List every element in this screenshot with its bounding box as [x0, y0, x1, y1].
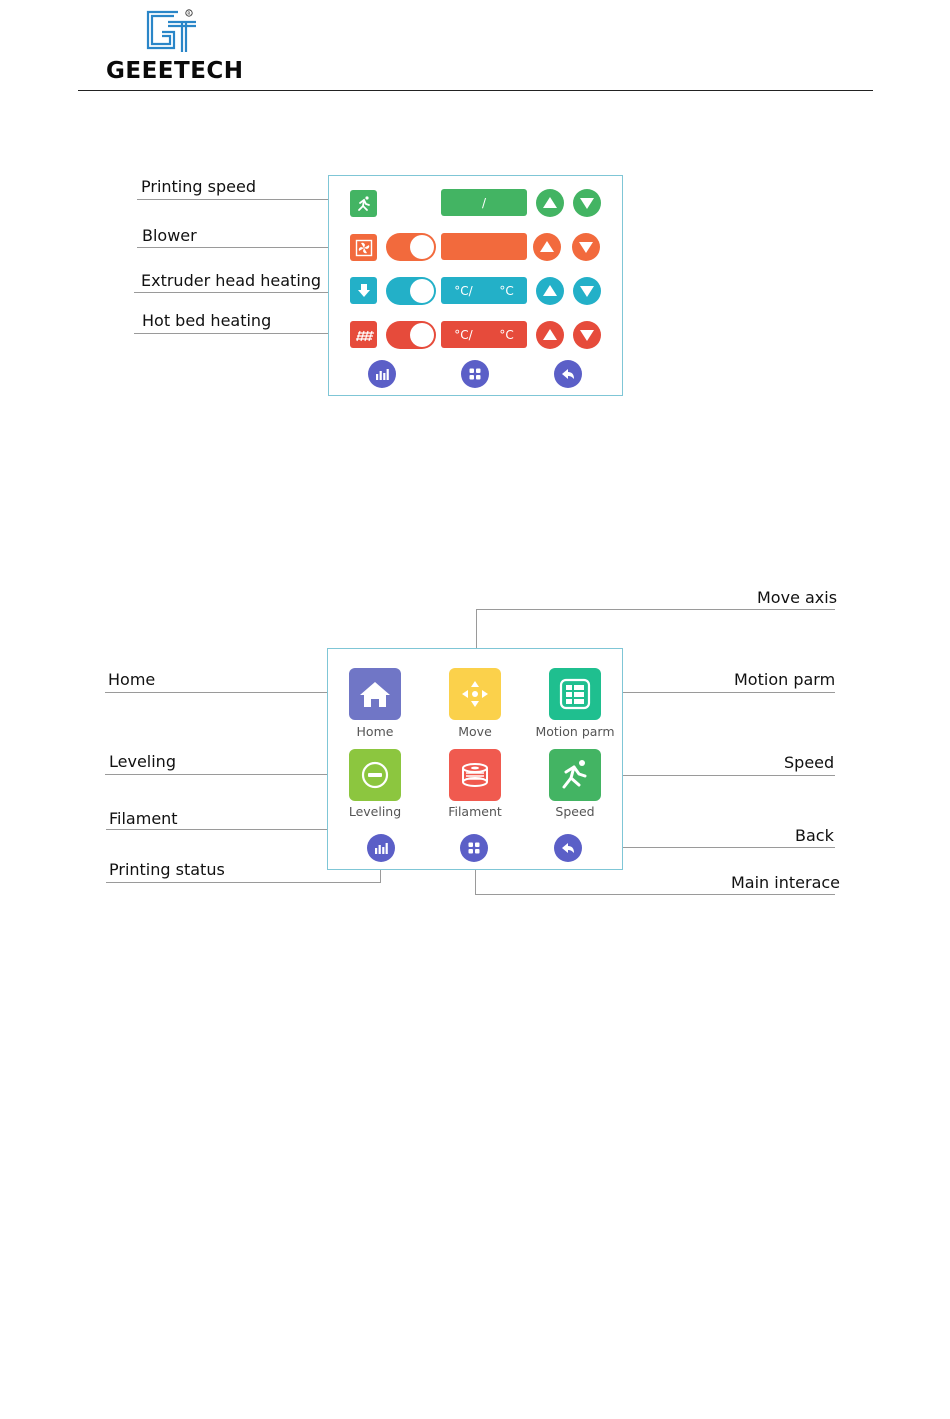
extruder-toggle[interactable] [386, 277, 436, 305]
filament-tile[interactable] [449, 749, 501, 801]
tile-label-move: Move [458, 724, 492, 739]
printing-status-button[interactable] [367, 834, 395, 862]
leader-line [134, 333, 352, 334]
callout-back: Back [795, 826, 834, 845]
arrow-up-icon [536, 277, 564, 305]
hot-bed-icon [350, 321, 377, 348]
leader-line [134, 292, 352, 293]
tile-label-leveling: Leveling [348, 804, 402, 819]
gt-logo-mark-icon [144, 8, 204, 54]
extruder-down-button[interactable] [573, 277, 601, 305]
tile-label-filament: Filament [448, 804, 502, 819]
speed-up-button[interactable] [536, 189, 564, 217]
label-printing-speed: Printing speed [141, 177, 256, 196]
level-icon [358, 758, 392, 792]
leader-line [475, 894, 835, 895]
back-arrow-icon [560, 366, 576, 382]
back-button[interactable] [554, 834, 582, 862]
fan-icon [350, 234, 377, 261]
callout-move-axis: Move axis [757, 588, 838, 607]
label-extruder-heating: Extruder head heating [141, 271, 322, 290]
hot-bed-up-button[interactable] [536, 321, 564, 349]
main-menu-button[interactable] [461, 360, 489, 388]
leader-line [137, 247, 352, 248]
svg-text:R: R [187, 12, 191, 17]
callout-filament: Filament [109, 809, 178, 828]
extruder-temp-target: °C [499, 283, 514, 298]
temperature-speed-panel [328, 175, 623, 396]
back-arrow-icon [560, 840, 576, 856]
bed-temp-target: °C [499, 327, 514, 342]
leader-line [601, 692, 835, 693]
speed-down-button[interactable] [573, 189, 601, 217]
main-menu-panel [327, 648, 623, 870]
callout-home: Home [108, 670, 156, 689]
run-icon [350, 190, 377, 217]
leader-line [105, 774, 348, 775]
arrow-up-icon [536, 321, 564, 349]
arrow-up-icon [533, 233, 561, 261]
callout-leveling: Leveling [109, 752, 176, 771]
home-tile[interactable] [349, 668, 401, 720]
extruder-temp-display [441, 277, 527, 304]
grid-icon [466, 840, 482, 856]
extruder-icon [350, 277, 377, 304]
bed-temp-current: °C/ [454, 327, 473, 342]
main-menu-button[interactable] [460, 834, 488, 862]
leader-line [137, 199, 352, 200]
callout-speed: Speed [784, 753, 835, 772]
hot-bed-down-button[interactable] [573, 321, 601, 349]
run-icon [557, 757, 593, 793]
blower-toggle[interactable] [386, 233, 436, 261]
logo-text: GEEETECH [106, 58, 244, 84]
arrow-down-icon [573, 321, 601, 349]
hot-bed-toggle[interactable] [386, 321, 436, 349]
hot-bed-temp-display [441, 321, 527, 348]
leader-line [601, 775, 835, 776]
speed-value-display: / [441, 189, 527, 216]
printing-status-button[interactable] [368, 360, 396, 388]
bar-chart-icon [374, 366, 390, 382]
home-icon [358, 679, 392, 709]
callout-printing-status: Printing status [109, 860, 225, 879]
arrow-down-icon [573, 189, 601, 217]
arrow-down-icon [572, 233, 600, 261]
tile-label-speed: Speed [555, 804, 595, 819]
leader-line [476, 609, 835, 610]
leader-line [105, 692, 348, 693]
move-arrows-icon [458, 677, 492, 711]
tile-label-home: Home [356, 724, 394, 739]
callout-motion-parm: Motion parm [734, 670, 836, 689]
label-hot-bed-heating: Hot bed heating [142, 311, 272, 330]
blower-down-button[interactable] [572, 233, 600, 261]
header-divider [78, 90, 873, 91]
arrow-down-icon [573, 277, 601, 305]
leveling-tile[interactable] [349, 749, 401, 801]
leader-line [106, 882, 381, 883]
grid-icon [467, 366, 483, 382]
extruder-up-button[interactable] [536, 277, 564, 305]
speed-tile[interactable] [549, 749, 601, 801]
tile-label-motion-parm: Motion parm [535, 724, 615, 739]
filament-spool-icon [458, 760, 492, 790]
arrow-up-icon [536, 189, 564, 217]
motion-parm-tile[interactable] [549, 668, 601, 720]
blower-up-button[interactable] [533, 233, 561, 261]
callout-main-interface: Main interace [731, 873, 841, 892]
blower-value-display [441, 233, 527, 260]
label-blower: Blower [142, 226, 197, 245]
move-tile[interactable] [449, 668, 501, 720]
geeetech-logo [106, 8, 244, 84]
bar-chart-icon [373, 840, 389, 856]
settings-list-icon [557, 676, 593, 712]
back-button[interactable] [554, 360, 582, 388]
extruder-temp-current: °C/ [454, 283, 473, 298]
